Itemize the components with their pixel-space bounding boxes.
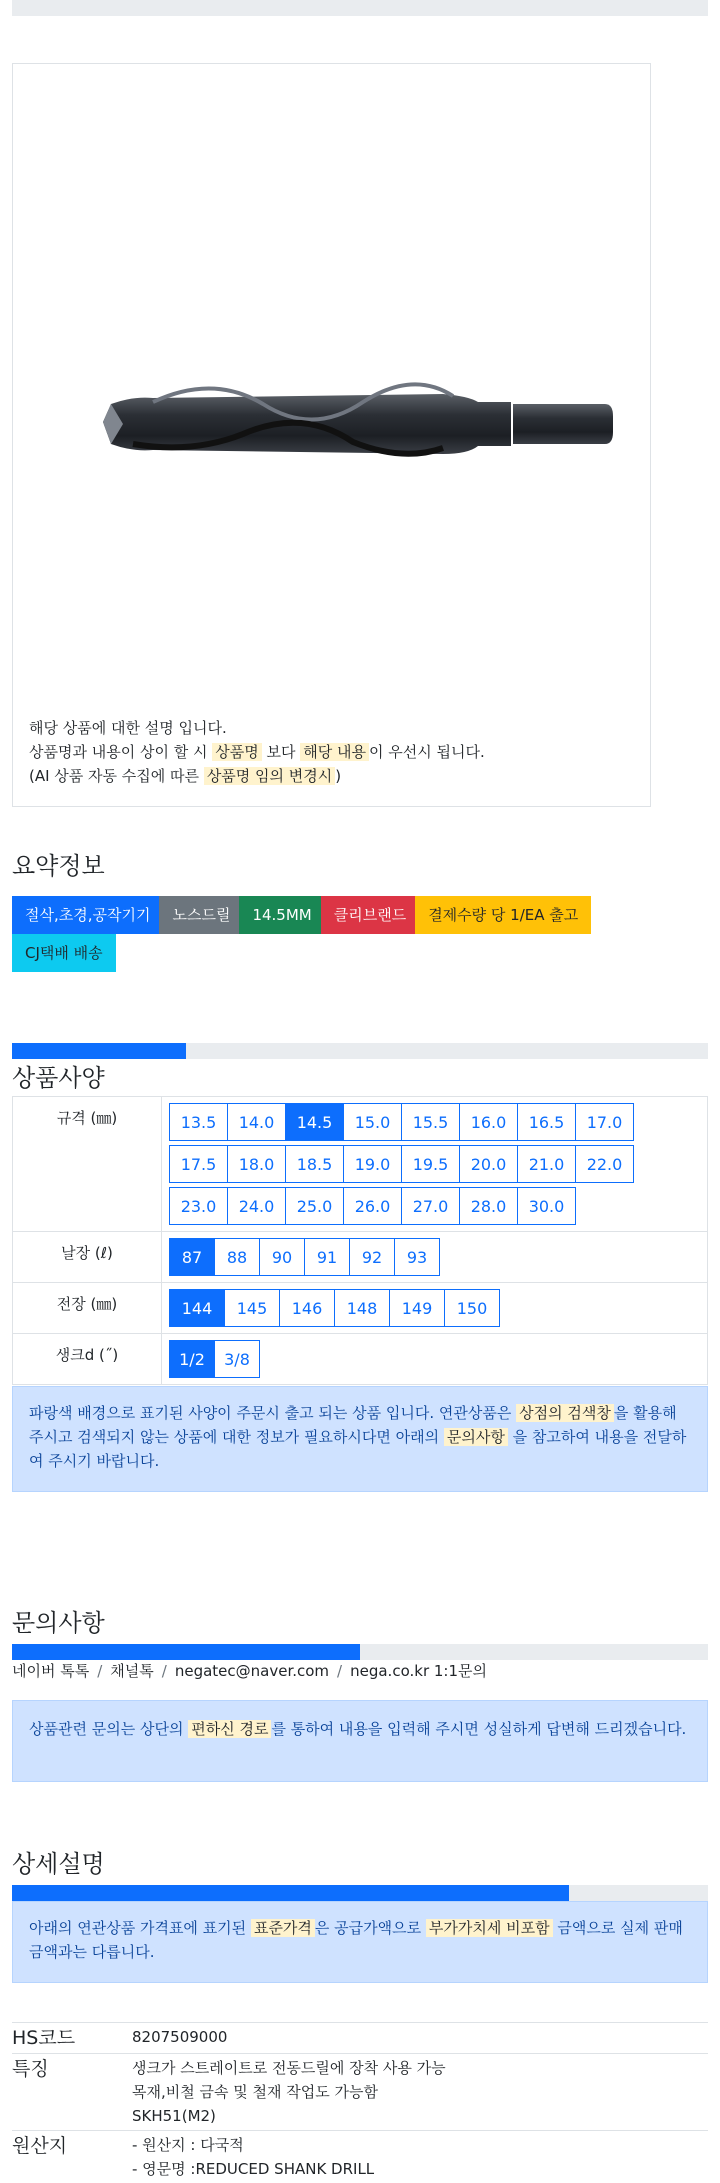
option-87-selected[interactable]: 87 [169, 1238, 215, 1276]
spec-title: 상품사양 [12, 1058, 105, 1093]
spec-progress-bar [12, 1043, 708, 1059]
highlight-content: 해당 내용 [300, 743, 369, 761]
spec-options [162, 1283, 708, 1334]
detail-value [132, 2054, 708, 2131]
spec-label: 날장 (ℓ) [13, 1232, 162, 1283]
option-88[interactable]: 88 [214, 1238, 260, 1276]
spec-label: 전장 (㎜) [13, 1283, 162, 1334]
option-148[interactable]: 148 [334, 1289, 390, 1327]
option-20.0[interactable]: 20.0 [459, 1145, 518, 1183]
highlight-channel: 편하신 경로 [188, 1720, 271, 1738]
spec-row-flute-length [13, 1232, 708, 1283]
option-146[interactable]: 146 [279, 1289, 335, 1327]
description-line-1: 해당 상품에 대한 설명 입니다. [29, 716, 485, 740]
detail-key: 특징 [12, 2054, 132, 2131]
option-92[interactable]: 92 [349, 1238, 395, 1276]
detail-value-line: - 영문명 :REDUCED SHANK DRILL [132, 2157, 708, 2181]
detail-notice [12, 1901, 708, 1983]
detail-value-line: 생크가 스트레이트로 전동드릴에 장착 사용 가능 [132, 2056, 708, 2080]
detail-value-line: 8207509000 [132, 2025, 708, 2049]
detail-row-features [12, 2054, 708, 2131]
detail-row-hs-code [12, 2023, 708, 2054]
badge-type: 노스드릴 [159, 896, 243, 934]
spec-notice [12, 1386, 708, 1492]
inquiry-progress-fill [12, 1644, 360, 1660]
spec-label: 생크d (˝) [13, 1334, 162, 1385]
option-144-selected[interactable]: 144 [169, 1289, 225, 1327]
separator: / [97, 1662, 102, 1680]
option-26.0[interactable]: 26.0 [343, 1187, 402, 1225]
option-1/2-selected[interactable]: 1/2 [169, 1340, 215, 1378]
option-16.0[interactable]: 16.0 [459, 1103, 518, 1141]
notice-text: 아래의 연관상품 가격표에 표기된 [29, 1919, 246, 1937]
detail-progress-bar [12, 1885, 708, 1901]
spec-table [12, 1096, 708, 1385]
description-text: (AI 상품 자동 수집에 따른 [29, 767, 199, 785]
option-145[interactable]: 145 [224, 1289, 280, 1327]
description-text: 상품명과 내용이 상이 할 시 [29, 743, 207, 761]
inquiry-notice [12, 1700, 708, 1782]
option-14.5-selected[interactable]: 14.5 [285, 1103, 344, 1141]
detail-row-origin [12, 2131, 708, 2183]
notice-text: 을 참고하여 내용을 전달하여 주시기 바랍니다. [29, 1428, 686, 1470]
description-line-3 [29, 764, 485, 788]
spec-row-size [13, 1097, 708, 1232]
option-17.5[interactable]: 17.5 [169, 1145, 228, 1183]
contact-email[interactable]: negatec@naver.com [175, 1662, 329, 1680]
highlight-search: 상점의 검색창 [516, 1404, 614, 1422]
spec-progress-fill [12, 1043, 186, 1059]
notice-text: 파랑색 배경으로 표기된 사양이 주문시 출고 되는 상품 입니다. 연관상품은 [29, 1404, 511, 1422]
option-15.0[interactable]: 15.0 [343, 1103, 402, 1141]
detail-title: 상세설명 [12, 1844, 105, 1879]
product-image-panel [12, 63, 651, 807]
badge-brand: 클리브랜드 [321, 896, 419, 934]
detail-table [12, 2022, 708, 2183]
separator: / [162, 1662, 167, 1680]
option-91[interactable]: 91 [304, 1238, 350, 1276]
option-30.0[interactable]: 30.0 [517, 1187, 576, 1225]
inquiry-progress-bar [12, 1644, 708, 1660]
spec-row-total-length [13, 1283, 708, 1334]
contact-naver-talk[interactable]: 네이버 톡톡 [12, 1662, 89, 1680]
option-15.5[interactable]: 15.5 [401, 1103, 460, 1141]
option-18.5[interactable]: 18.5 [285, 1145, 344, 1183]
option-23.0[interactable]: 23.0 [169, 1187, 228, 1225]
option-25.0[interactable]: 25.0 [285, 1187, 344, 1225]
description-line-2 [29, 740, 485, 764]
contact-site-inquiry[interactable]: nega.co.kr 1:1문의 [350, 1662, 487, 1680]
notice-text: 을 활용해 주시고 검색되지 않는 상품에 대한 정보가 필요하시다면 아래의 [29, 1404, 677, 1446]
badge-category: 절삭,초경,공작기기 [12, 896, 163, 934]
spec-options [162, 1232, 708, 1283]
notice-text: 상품관련 문의는 상단의 [29, 1720, 183, 1738]
option-90[interactable]: 90 [259, 1238, 305, 1276]
option-13.5[interactable]: 13.5 [169, 1103, 228, 1141]
badge-shipping: CJ택배 배송 [12, 934, 116, 972]
drill-product-image [93, 344, 633, 504]
top-progress-bar [12, 0, 708, 16]
option-3/8[interactable]: 3/8 [214, 1340, 260, 1378]
notice-text: 은 공급가액으로 [315, 1919, 421, 1937]
option-24.0[interactable]: 24.0 [227, 1187, 286, 1225]
option-19.5[interactable]: 19.5 [401, 1145, 460, 1183]
highlight-product-name: 상품명 [212, 743, 261, 761]
highlight-name-change: 상품명 임의 변경시 [204, 767, 335, 785]
contact-channel-talk[interactable]: 채널톡 [110, 1662, 153, 1680]
option-21.0[interactable]: 21.0 [517, 1145, 576, 1183]
option-17.0[interactable]: 17.0 [575, 1103, 634, 1141]
badge-size: 14.5MM [239, 896, 324, 934]
spec-options [162, 1334, 708, 1385]
summary-title: 요약정보 [12, 846, 105, 881]
detail-key: 원산지 [12, 2131, 132, 2183]
option-22.0[interactable]: 22.0 [575, 1145, 634, 1183]
spec-options [162, 1097, 708, 1232]
detail-value-line: SKH51(M2) [132, 2104, 708, 2128]
option-28.0[interactable]: 28.0 [459, 1187, 518, 1225]
spec-row-shank [13, 1334, 708, 1385]
highlight-inquiry: 문의사항 [444, 1428, 508, 1446]
product-description [29, 716, 485, 788]
description-text: 보다 [267, 743, 296, 761]
description-text: 이 우선시 됩니다. [369, 743, 485, 761]
notice-text: 를 통하여 내용을 입력해 주시면 성실하게 답변해 드리겠습니다. [271, 1720, 686, 1738]
detail-value [132, 2131, 708, 2183]
spec-label: 규격 (㎜) [13, 1097, 162, 1232]
contact-links [12, 1660, 487, 1681]
option-16.5[interactable]: 16.5 [517, 1103, 576, 1141]
option-19.0[interactable]: 19.0 [343, 1145, 402, 1183]
highlight-standard-price: 표준가격 [251, 1919, 315, 1937]
detail-value-line: - 원산지 : 다국적 [132, 2133, 708, 2157]
option-18.0[interactable]: 18.0 [227, 1145, 286, 1183]
badge-quantity: 결제수량 당 1/EA 출고 [415, 896, 591, 934]
separator: / [337, 1662, 342, 1680]
highlight-vat: 부가가치세 비포함 [426, 1919, 553, 1937]
detail-value-line: 목재,비철 금속 및 철재 작업도 가능함 [132, 2080, 708, 2104]
option-27.0[interactable]: 27.0 [401, 1187, 460, 1225]
detail-key: HS코드 [12, 2023, 132, 2054]
option-150[interactable]: 150 [444, 1289, 500, 1327]
description-text: ) [335, 767, 341, 785]
inquiry-title: 문의사항 [12, 1603, 105, 1638]
option-14.0[interactable]: 14.0 [227, 1103, 286, 1141]
option-93[interactable]: 93 [394, 1238, 440, 1276]
summary-badges [12, 896, 708, 972]
notice-text: 금액으로 실제 판매금액과는 다릅니다. [29, 1919, 683, 1961]
detail-progress-fill [12, 1885, 569, 1901]
detail-value [132, 2023, 708, 2054]
option-149[interactable]: 149 [389, 1289, 445, 1327]
